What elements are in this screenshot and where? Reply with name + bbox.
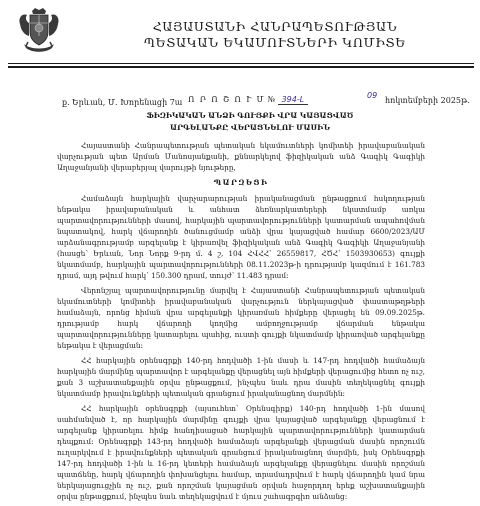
body-paragraph-2: Վերոնշյալ պարտավորությունը մարվել է Հայաստանի Հանրապետության պետական եկամուտների կոմիտեի իրավաբանական վարչություն ներկայացված փաստաթղթերի համաձայն, որոնց հիման վրա արգելանքի կիրառման հիմքերը վերացել են 09.09.2025թ. դրությամբ հարկ վճարողի կողմից ամբողջությամբ վճարման ենթակա պարտավորությունները կատարելու պահից, ուստի գույքի նկատմամբ կիրառված արգելանքը ենթակա է վերացման: (57, 286, 425, 350)
body-paragraph-1: Համաձայն հարկային վարչարարության իրականացման ընթացքում հսկողության ենթակա իրավաբանական և անհատ ձեռնարկատերերի նկատմամբ առկա պարտավորությունների մասով, հարկային պարտավորությունների կատարման ապահովման նպատակով, հարկ վճարողին ծանուցմամբ անձի վրա կայացված համար 6600/2023/ԱՄ արձանագրությամբ արգելանք է կիրառվել ֆիզիկական անձ Գագիկ Գագիկի Աղաջանյանի (հասցե՝ Երևան, Նոր Նորք 9-րդ մ. 4 շ, 104 ՀՎՀՀ՝ 26559817, ՀԾՀ՝ 1503930653) գույքի նկատմամբ, հարկային պարտավորությունների 08.11.2023թ-ի դրությամբ կազմում է 161.783 դրամ, այդ թվում հարկ՝ 150.300 դրամ, տույժ՝ 11.483 դրամ: (57, 194, 425, 280)
header-divider-thick (8, 66, 474, 68)
subject-line1: ՖԻԶԻԿԱԿԱՆ ԱՆՁԻ ԳՈՒՅՔԻ ՎՐԱ ԿԱՅԱՑՎԱԾ (146, 111, 354, 120)
order-word: Ո Ր Ո Շ Ո Ւ Մ (188, 95, 266, 104)
order-date-day: 09 (367, 91, 378, 100)
order-number-prefix: № (267, 95, 276, 104)
organization-title-line2: ՊԵՏԱԿԱՆ ԵԿԱՄՈՒՏՆԵՐԻ ԿՈՄԻՏԵ (144, 35, 406, 50)
armenia-coat-of-arms-icon (16, 6, 62, 54)
body-paragraph-4: ՀՀ հարկային օրենսգրքի (այսուհետ՝ Օրենսգիրք) 140-րդ հոդվածի 1-ին մասով սահմանված է, որ հարկային մարմինը գույքի վրա կայացված արգելանքը վերացնում է արգելանք կիրառելու հիմք հանդիսացած հարկային պարտավորությունների կատարման դեպքում: Օրենսգրքի 143-րդ հոդվածի համաձայն արգելանքի վերացման մասին որոշումն ուղարկվում է իրավունքների պետական գրանցում իրականացնող մարմին, իսկ Օրենսգրքի 147-րդ հոդվածի 1-ին և 16-րդ կետերի համաձայն արգելանքը վերացնելու մասին որոշման պատճենը, հարկ վճարողին փոխանցելու համար, տրամադրվում է հարկ վճարողին կամ նրա ներկայացուցչին ոչ ուշ, քան որոշման կայացման օրվան հաջորդող երեք աշխատանքային օրվա ընթացքում, ինչպես նաև տեղեկացվում է մյուս շահագրգիռ անձանց: (57, 404, 425, 501)
subject-line2: ԱՐԳԵԼԱՆՔԸ ՎԵՐԱՑՆԵԼՈՒ ՄԱՍԻՆ (170, 123, 330, 132)
header-divider-thin (8, 63, 474, 64)
order-date: հոկտեմբերի 2025թ. (385, 96, 470, 105)
document-body (57, 140, 425, 506)
intro-paragraph: Հայաստանի Հանրապետության պետական եկամուտների կոմիտեի իրավաբանական վարչության պետ Արման Մանոսյանքանի, քննարկելով ֆիզիկական անձ Գագիկ Գագիկի Աղաջանյանի վերաբերյալ վարույթի նյութերը, (57, 141, 425, 172)
body-paragraph-3: ՀՀ հարկային օրենսգրքի 140-րդ հոդվածի 1-ին մասի և 147-րդ հոդվածի համաձայն հարկային մարմինը պարտավոր է արգելանքը վերացնել այն հիմքերի վերացումից հետո ոչ ուշ, քան 3 աշխատանքային օրվա ընթացքում, ինչպես նաև դրա մասին տեղեկացնել գույքի նկատմամբ իրավունքների պետական գրանցում իրականացնող մարմնին: (57, 356, 425, 398)
section-heading: ՊԱՐԶԵՑԻ (213, 178, 269, 187)
document-address: ք. Երևան, Մ. Խորենացի 7ա (62, 98, 183, 107)
organization-title-line1: ՀԱՅԱՍՏԱՆԻ ՀԱՆՐԱՊԵՏՈՒԹՅԱՆ (152, 19, 398, 34)
order-number: 394-Լ (278, 95, 308, 105)
order-title (188, 95, 308, 105)
